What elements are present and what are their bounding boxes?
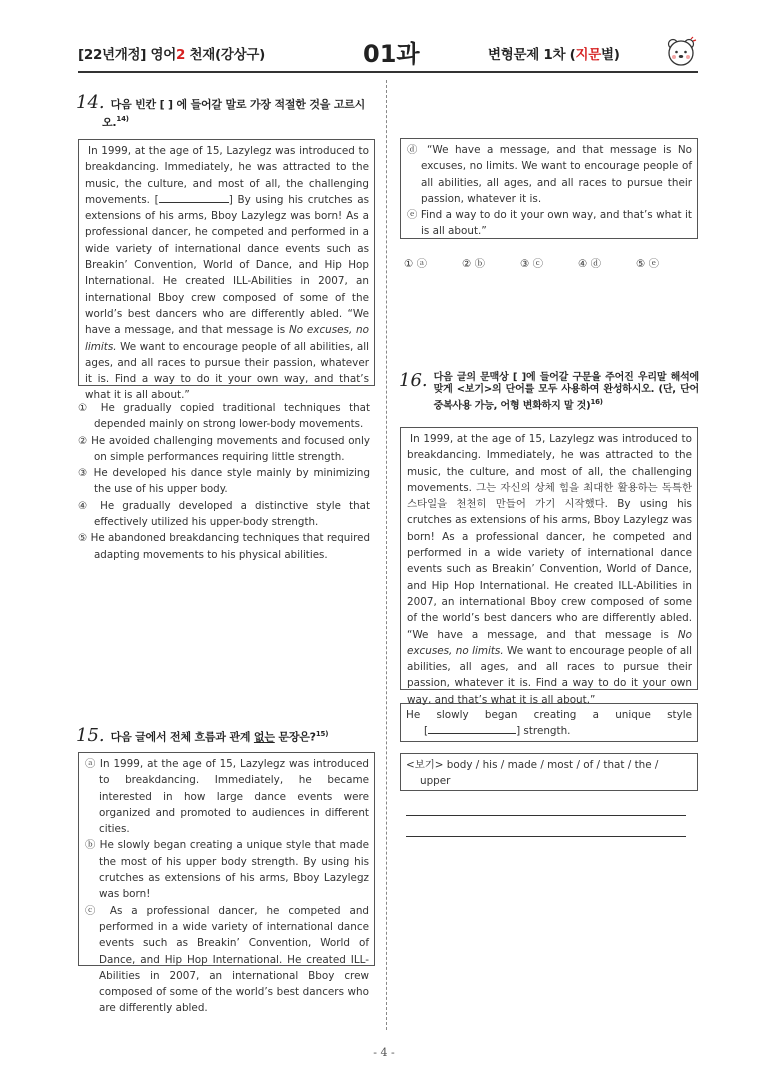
q16-prompt: 16. 다음 글의 문맥상 [ ]에 들어갈 구문을 주어진 우리말 해석에 맞게 <보기>의 단어를 모두 사용하여 완성하시오. (단, 단어 중복사용 가능, 어형 변화하지 말 것)$^{16)}$ (399, 370, 699, 412)
q16-blank[interactable] (428, 723, 516, 734)
header-type: 변형문제 1차 (지문별) (488, 47, 620, 63)
page-number: - 4 - (373, 1046, 395, 1059)
q14-choice-2[interactable]: ② He avoided challenging movements and focused only on simple performances requiring little strength. (78, 434, 370, 463)
q16-number: 16. (399, 370, 428, 391)
q16-korean-hint: 그는 자신의 상체 힘을 최대한 활용하는 독특한 스타일을 천천히 만들어 가기 시작했다. (407, 481, 692, 511)
q16-answer-line-2[interactable] (406, 836, 686, 837)
q15-options (404, 255, 694, 270)
q16-answer-line-1[interactable] (406, 815, 686, 816)
q15-passage-part1 (78, 752, 375, 1015)
q15-item-b: ⓑ He slowly began creating a unique style that made the most of his upper body strength. By using his crutches as extensions of his arms, Bboy Lazylegz was born! (85, 839, 369, 901)
q14-choice-3[interactable]: ③ He developed his dance style mainly by minimizing the use of his upper body. (78, 467, 370, 496)
q16-bogi: <보기> body / his / made / most / of / that / the / upper (406, 759, 659, 788)
q15-option-2[interactable]: ② ⓑ (462, 258, 486, 270)
q15-item-d: ⓓ “We have a message, and that message is No excuses, no limits. We want to encourage people of all abilities, all ages, and all races to pursue their passion, whatever it is. (407, 144, 692, 205)
q15-passage-part2 (400, 138, 698, 239)
q14-passage: In 1999, at the age of 15, Lazylegz was introduced to breakdancing. Immediately, he was attracted to the music, the culture, and most of all, the challenging movements. [ ] By using his crutches as extensions of his arms, Bboy Lazylegz was born! As a professional dancer, he competed and performed in a wide variety of international dance events such as Breakin’ Convention, World of Dance, and Hip Hop International. He created ILL-Abilities in 2007, an international Bboy crew composed of some of the world’s best dancers who are differently abled. “We have a message, and that message is No excuses, no limits. We want to encourage people of all abilities, all ages, and all races to pursue their passion, whatever it is. Find a way to do it your own way, and that’s what it is all about.” (78, 139, 375, 386)
q15-item-c: ⓒ As a professional dancer, he competed and performed in a wide variety of international dance events such as Breakin’ Convention, World of Dance, and Hip Hop International. He created ILL-Abilities in 2007, an international Bboy crew composed of some of the world’s best dancers who are differently abled. (85, 904, 369, 1015)
q15-option-5[interactable]: ⑤ ⓔ (636, 258, 660, 270)
q15-item-a: ⓐ In 1999, at the age of 15, Lazylegz was introduced to breakdancing. Immediately, he became interested in how large dance events were organized and promoted to audiences in different cities. (85, 758, 369, 836)
q14-prompt: 14. 다음 빈칸 [ ] 에 들어갈 말로 가장 적절한 것을 고르시 오.$^{14)}$ (76, 92, 366, 129)
q16-answer-sentence: He slowly began creating a unique style [ ] strength. (400, 703, 698, 742)
header-lesson: 01과 (363, 40, 420, 68)
q16-passage: In 1999, at the age of 15, Lazylegz was introduced to breakdancing. Immediately, he was attracted to the music, the culture, and most of all, the challenging movements. 그는 자신의 상체 힘을 최대한 활용하는 독특한 스타일을 천천히 만들어 가기 시작했다. By using his crutches as extensions of his arms, Bboy Lazylegz was born! As a professional dancer, he competed and performed in a wide variety of international dance events such as Breakin’ Convention, World of Dance, and Hip Hop International. He created ILL-Abilities in 2007, an international Bboy crew composed of some of the world’s best dancers who are differently abled. “We have a message, and that message is No excuses, no limits. We want to encourage people of all abilities, all ages, and all races to pursue their passion, whatever it is. Find a way to do it your own way, and that’s what it is all about.” (400, 427, 698, 690)
header-rule (78, 71, 698, 73)
q14-choice-4[interactable]: ④ He gradually developed a distinctive style that effectively utilized his upper-body strength. (78, 499, 370, 529)
header-course: [22년개정] 영어2 천재(강상구) (78, 47, 265, 63)
q15-item-e: ⓔ Find a way to do it your own way, and that’s what it is all about.” (407, 209, 692, 238)
q14-blank (159, 192, 229, 203)
q14-choice-5[interactable]: ⑤ He abandoned breakdancing techniques that required adapting movements to his physical abilities. (78, 532, 370, 561)
q15-option-3[interactable]: ③ ⓒ (520, 258, 544, 270)
q15-number: 15. (76, 724, 105, 746)
q15-prompt: 15. 다음 글에서 전체 흐름과 관계 없는 문장은?$^{15)}$ (76, 724, 329, 746)
q16-bogi-box (400, 753, 698, 791)
q14-choice-1[interactable]: ① He gradually copied traditional techniques that depended mainly on strong lower-body movements. (78, 402, 370, 431)
column-divider (386, 80, 387, 1030)
q14-choices (78, 400, 370, 563)
q15-option-4[interactable]: ④ ⓓ (578, 258, 602, 270)
page-header (0, 0, 768, 80)
q14-number: 14. (76, 92, 105, 113)
q15-option-1[interactable]: ① ⓐ (404, 258, 428, 270)
bear-mascot-icon (665, 36, 697, 68)
